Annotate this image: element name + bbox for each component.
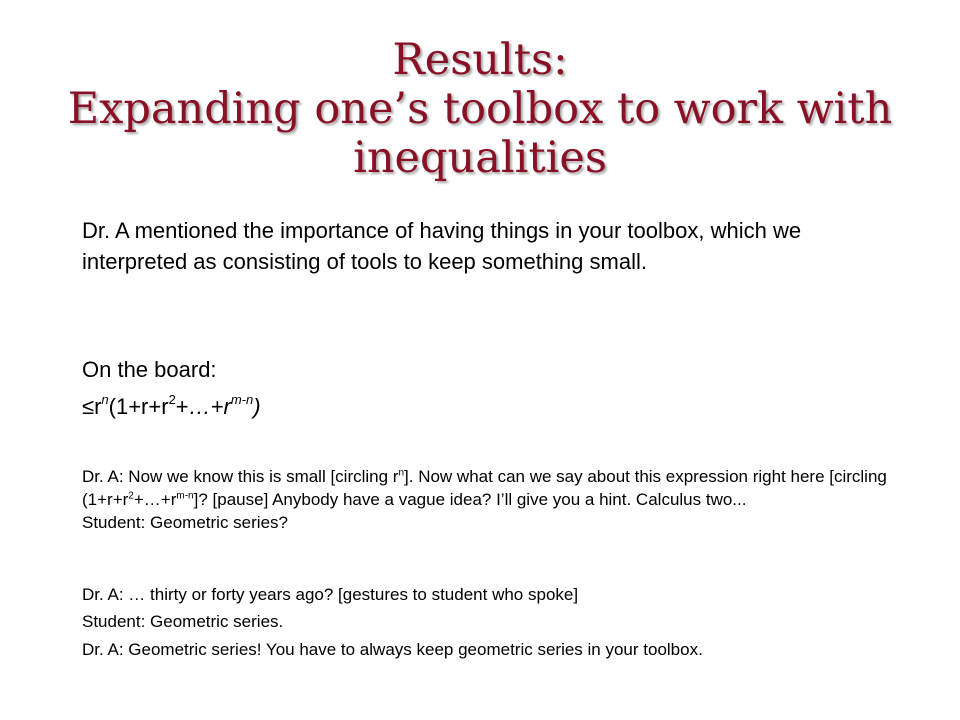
expr-mid2: + <box>175 394 189 419</box>
dialogue-block-1 <box>82 465 902 534</box>
expr-suffix: ) <box>253 394 261 419</box>
expr-sup-2: 2 <box>168 391 176 407</box>
d1-part2: ]. Now what can we say about this expression right here [circling (1+r+r <box>82 467 887 509</box>
slide-title <box>40 36 920 183</box>
dialogue-line-2: Dr. A: … thirty or forty years ago? [gestures to student who spoke] <box>82 585 579 604</box>
title-line-2: Expanding one’s toolbox to work with <box>67 84 893 134</box>
d1-part3: +…+r <box>133 490 177 509</box>
d1-student: Student: Geometric series? <box>82 513 288 532</box>
dialogue-line-3: Student: Geometric series. <box>82 612 284 631</box>
title-line-1: Results: <box>392 35 568 85</box>
on-board-label: On the board: <box>82 357 217 382</box>
d1-sup3: m-n <box>176 490 194 502</box>
dialogue-line-4: Dr. A: Geometric series! You have to always keep geometric series in your toolbox. <box>82 640 703 659</box>
intro-paragraph: Dr. A mentioned the importance of having things in your toolbox, which we interpreted as consisting of tools to keep something small. <box>82 218 802 274</box>
title-line-3: inequalities <box>353 133 607 183</box>
d1-sup1: n <box>398 467 405 479</box>
expr-ellipsis: … <box>188 394 211 419</box>
expr-prefix: ≤r <box>82 394 102 419</box>
d1-sup2: 2 <box>128 490 134 502</box>
expr-sup-mn: m-n <box>230 391 254 407</box>
expr-mid: (1+r+r <box>108 394 169 419</box>
d1-part4: ]? [pause] Anybody have a vague idea? I’ll give you a hint. Calculus two... <box>193 490 747 509</box>
board-expression <box>82 392 261 422</box>
expr-sup-n: n <box>101 391 109 407</box>
d1-part1: Dr. A: Now we know this is small [circling r <box>82 467 399 486</box>
expr-plus-r: +r <box>210 394 231 419</box>
